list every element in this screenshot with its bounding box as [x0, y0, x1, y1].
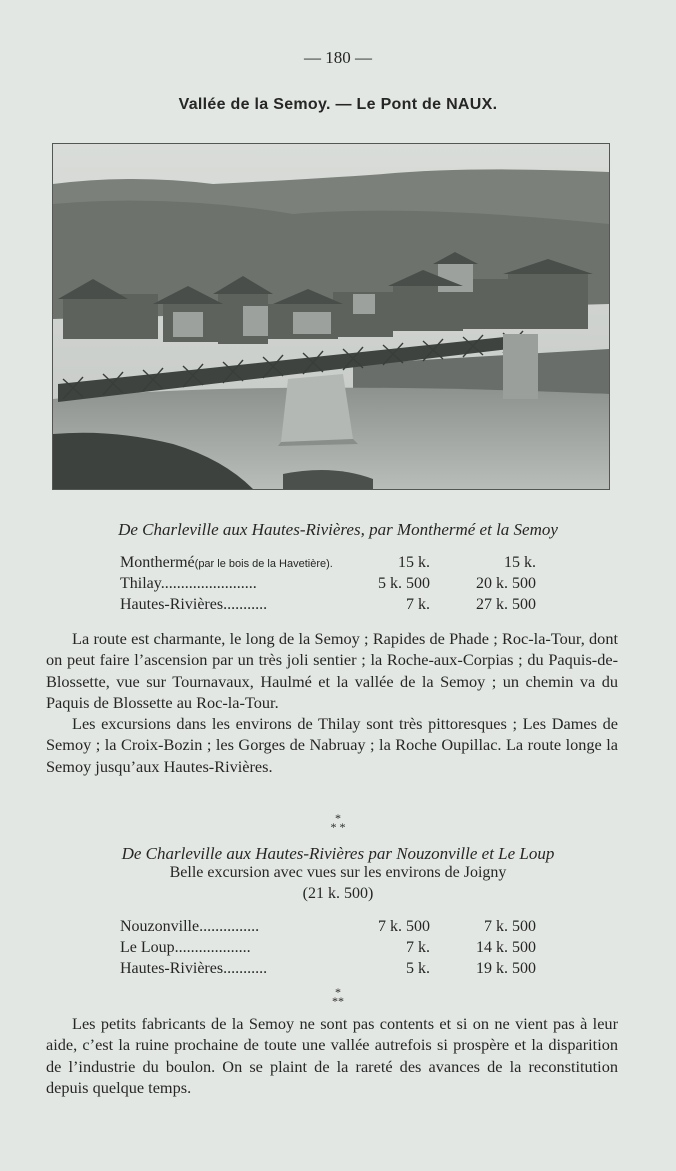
bridge-photograph [52, 143, 610, 490]
route-cumulative-distance: 27 k. 500 [476, 596, 536, 613]
ornament-asterism: * ** [332, 985, 344, 1008]
route-row [120, 596, 550, 617]
route-stop: Nouzonville............... [120, 918, 260, 935]
route-stop: Hautes-Rivières........... [120, 596, 268, 613]
route-table-1 [120, 554, 550, 617]
route-cumulative-distance: 14 k. 500 [476, 939, 536, 956]
route-subheading: Belle excursion avec vues sur les environs de Joigny [169, 864, 507, 881]
route-partial-distance: 7 k. [406, 596, 430, 613]
page-number: — 180 — [304, 48, 372, 67]
route-partial-distance: 7 k. [406, 939, 430, 956]
body-text-2 [46, 1013, 618, 1098]
body-text-1 [46, 628, 618, 777]
route-heading-1: De Charleville aux Hautes-Rivières, par Monthermé et la Semoy [118, 520, 558, 539]
route-row [120, 554, 550, 575]
route-partial-distance: 5 k. 500 [378, 575, 430, 592]
route-total-distance: (21 k. 500) [302, 885, 374, 902]
route-cumulative-distance: 20 k. 500 [476, 575, 536, 592]
route-row [120, 575, 550, 596]
paragraph: Les petits fabricants de la Semoy ne sont pas contents et si on ne vient pas à leur aide, c’est la ruine prochaine de toute une vallée autrefois si prospère et la disparition de l’industrie du boulon. On se plaint de la rareté des avances de la reconstitution depuis quelque temps. [46, 1014, 618, 1097]
route-heading-2: De Charleville aux Hautes-Rivières par Nouzonville et Le Loup [121, 844, 555, 863]
ornament-asterism: * * * [330, 811, 346, 834]
route-partial-distance: 15 k. [398, 554, 430, 571]
route-stop: Hautes-Rivières........... [120, 960, 268, 977]
route-partial-distance: 7 k. 500 [378, 918, 430, 935]
route-cumulative-distance: 19 k. 500 [476, 960, 536, 977]
route-partial-distance: 5 k. [406, 960, 430, 977]
route-stop: Thilay........................ [120, 575, 257, 592]
page-title: Vallée de la Semoy. — Le Pont de NAUX. [178, 96, 498, 113]
route-table-2 [120, 918, 550, 981]
route-row [120, 918, 550, 939]
route-cumulative-distance: 7 k. 500 [484, 918, 536, 935]
route-stop: Monthermé(par le bois de la Havetière). [120, 554, 333, 571]
route-cumulative-distance: 15 k. [504, 554, 536, 571]
route-stop: Le Loup................... [120, 939, 251, 956]
paragraph: Les excursions dans les environs de Thilay sont très pittoresques ; Les Dames de Semoy ; la Croix-Bozin ; les Gorges de Nabruay ; la Roche Oupillac. La route longe la Semoy jusqu’aux Hautes-Rivières. [46, 714, 618, 776]
route-row [120, 960, 550, 981]
route-row [120, 939, 550, 960]
paragraph: La route est charmante, le long de la Semoy ; Rapides de Phade ; Roc-la-Tour, dont on peut faire l’ascension par un très joli sentier ; la Roche-aux-Corpias ; du Paquis-de-Blossette, vue sur Tournavaux, Haulmé et la vallée de la Semoy ; un chemin va du Paquis de Blossette au Roc-la-Tour. [46, 629, 618, 712]
